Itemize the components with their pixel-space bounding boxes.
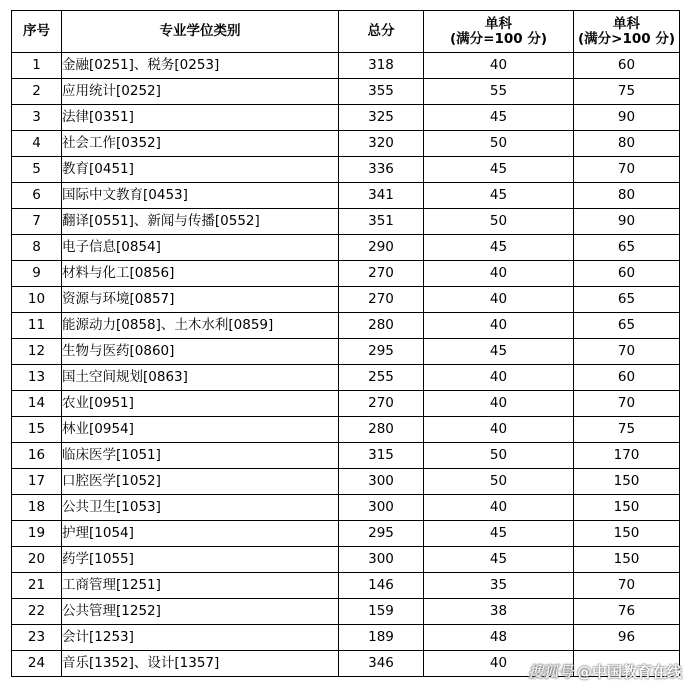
table-row bbox=[12, 209, 680, 235]
row-category-cell: 能源动力[0858]、土木水利[0859] bbox=[62, 313, 339, 339]
row-index-cell: 13 bbox=[12, 365, 62, 391]
row-category-cell: 教育[0451] bbox=[62, 157, 339, 183]
row-total-score-cell: 159 bbox=[339, 599, 424, 625]
row-single-100-cell: 45 bbox=[424, 105, 574, 131]
row-index-cell: 3 bbox=[12, 105, 62, 131]
row-total-score-cell: 270 bbox=[339, 391, 424, 417]
row-single-100-cell: 40 bbox=[424, 365, 574, 391]
row-single-100plus-cell: 60 bbox=[574, 261, 680, 287]
header-single-100plus bbox=[574, 11, 680, 53]
table-row bbox=[12, 157, 680, 183]
row-category-cell: 药学[1055] bbox=[62, 547, 339, 573]
row-single-100-cell: 45 bbox=[424, 339, 574, 365]
row-single-100plus-cell: 76 bbox=[574, 599, 680, 625]
row-single-100plus-cell: 65 bbox=[574, 235, 680, 261]
row-category-cell: 应用统计[0252] bbox=[62, 79, 339, 105]
row-category-cell: 社会工作[0352] bbox=[62, 131, 339, 157]
row-total-score-cell: 318 bbox=[339, 53, 424, 79]
row-category-cell: 法律[0351] bbox=[62, 105, 339, 131]
row-category-cell: 林业[0954] bbox=[62, 417, 339, 443]
table-row bbox=[12, 261, 680, 287]
row-single-100plus-cell: 70 bbox=[574, 573, 680, 599]
row-category-cell: 电子信息[0854] bbox=[62, 235, 339, 261]
table-row bbox=[12, 339, 680, 365]
row-single-100plus-cell: 65 bbox=[574, 287, 680, 313]
row-category-cell: 口腔医学[1052] bbox=[62, 469, 339, 495]
row-total-score-cell: 290 bbox=[339, 235, 424, 261]
row-total-score-cell: 146 bbox=[339, 573, 424, 599]
table-row bbox=[12, 417, 680, 443]
row-total-score-cell: 280 bbox=[339, 417, 424, 443]
row-single-100plus-cell: 60 bbox=[574, 365, 680, 391]
row-index-cell: 8 bbox=[12, 235, 62, 261]
row-total-score-cell: 341 bbox=[339, 183, 424, 209]
watermark-text: @中国教育在线 bbox=[576, 663, 682, 681]
row-total-score-cell: 351 bbox=[339, 209, 424, 235]
row-single-100-cell: 45 bbox=[424, 547, 574, 573]
row-single-100-cell: 45 bbox=[424, 183, 574, 209]
table-row bbox=[12, 53, 680, 79]
row-single-100-cell: 38 bbox=[424, 599, 574, 625]
row-single-100-cell: 40 bbox=[424, 391, 574, 417]
row-total-score-cell: 295 bbox=[339, 339, 424, 365]
row-total-score-cell: 255 bbox=[339, 365, 424, 391]
row-single-100-cell: 50 bbox=[424, 131, 574, 157]
table-row bbox=[12, 599, 680, 625]
row-single-100-cell: 40 bbox=[424, 651, 574, 677]
watermark bbox=[528, 661, 682, 682]
row-index-cell: 1 bbox=[12, 53, 62, 79]
score-table bbox=[11, 10, 680, 677]
row-single-100plus-cell: 65 bbox=[574, 313, 680, 339]
table-row bbox=[12, 365, 680, 391]
table-row bbox=[12, 469, 680, 495]
row-single-100plus-cell: 90 bbox=[574, 105, 680, 131]
row-total-score-cell: 295 bbox=[339, 521, 424, 547]
row-index-cell: 11 bbox=[12, 313, 62, 339]
row-index-cell: 21 bbox=[12, 573, 62, 599]
table-row bbox=[12, 235, 680, 261]
row-index-cell: 22 bbox=[12, 599, 62, 625]
row-single-100plus-cell: 90 bbox=[574, 209, 680, 235]
row-index-cell: 2 bbox=[12, 79, 62, 105]
row-single-100-cell: 40 bbox=[424, 261, 574, 287]
row-total-score-cell: 300 bbox=[339, 469, 424, 495]
row-single-100plus-cell: 150 bbox=[574, 495, 680, 521]
row-category-cell: 工商管理[1251] bbox=[62, 573, 339, 599]
row-index-cell: 7 bbox=[12, 209, 62, 235]
row-index-cell: 14 bbox=[12, 391, 62, 417]
row-index-cell: 9 bbox=[12, 261, 62, 287]
row-single-100plus-cell: 96 bbox=[574, 625, 680, 651]
row-single-100plus-cell: 150 bbox=[574, 521, 680, 547]
row-single-100-cell: 50 bbox=[424, 443, 574, 469]
row-single-100-cell: 45 bbox=[424, 235, 574, 261]
row-total-score-cell: 320 bbox=[339, 131, 424, 157]
table-row bbox=[12, 495, 680, 521]
row-single-100plus-cell: 150 bbox=[574, 469, 680, 495]
row-index-cell: 5 bbox=[12, 157, 62, 183]
header-single-100-line1: 单科 bbox=[485, 15, 512, 32]
row-index-cell: 20 bbox=[12, 547, 62, 573]
table-row bbox=[12, 313, 680, 339]
table-row bbox=[12, 521, 680, 547]
row-single-100-cell: 48 bbox=[424, 625, 574, 651]
row-total-score-cell: 315 bbox=[339, 443, 424, 469]
row-single-100plus-cell: 150 bbox=[574, 547, 680, 573]
row-category-cell: 护理[1054] bbox=[62, 521, 339, 547]
row-category-cell: 国土空间规划[0863] bbox=[62, 365, 339, 391]
row-index-cell: 19 bbox=[12, 521, 62, 547]
row-single-100-cell: 50 bbox=[424, 469, 574, 495]
row-single-100plus-cell: 170 bbox=[574, 443, 680, 469]
row-single-100plus-cell: 80 bbox=[574, 131, 680, 157]
row-single-100plus-cell: 75 bbox=[574, 79, 680, 105]
row-single-100-cell: 40 bbox=[424, 53, 574, 79]
row-single-100plus-cell: 70 bbox=[574, 157, 680, 183]
row-single-100plus-cell: 60 bbox=[574, 53, 680, 79]
table-row bbox=[12, 287, 680, 313]
row-single-100-cell: 40 bbox=[424, 313, 574, 339]
row-category-cell: 会计[1253] bbox=[62, 625, 339, 651]
table-row bbox=[12, 573, 680, 599]
row-single-100-cell: 40 bbox=[424, 287, 574, 313]
row-total-score-cell: 336 bbox=[339, 157, 424, 183]
row-index-cell: 17 bbox=[12, 469, 62, 495]
table-row bbox=[12, 547, 680, 573]
row-single-100plus-cell: 80 bbox=[574, 183, 680, 209]
table-row bbox=[12, 625, 680, 651]
row-index-cell: 6 bbox=[12, 183, 62, 209]
row-index-cell: 4 bbox=[12, 131, 62, 157]
row-index-cell: 12 bbox=[12, 339, 62, 365]
table-row bbox=[12, 443, 680, 469]
row-category-cell: 翻译[0551]、新闻与传播[0552] bbox=[62, 209, 339, 235]
row-single-100plus-cell: 75 bbox=[574, 417, 680, 443]
row-category-cell: 农业[0951] bbox=[62, 391, 339, 417]
header-total: 总分 bbox=[339, 11, 424, 53]
table-body bbox=[12, 53, 680, 677]
row-total-score-cell: 300 bbox=[339, 495, 424, 521]
row-index-cell: 24 bbox=[12, 651, 62, 677]
row-single-100-cell: 50 bbox=[424, 209, 574, 235]
table-row bbox=[12, 183, 680, 209]
table-row bbox=[12, 105, 680, 131]
header-single-100plus-line1: 单科 bbox=[613, 15, 640, 32]
row-index-cell: 16 bbox=[12, 443, 62, 469]
row-category-cell: 临床医学[1051] bbox=[62, 443, 339, 469]
table-header-row bbox=[12, 11, 680, 53]
row-category-cell: 资源与环境[0857] bbox=[62, 287, 339, 313]
header-single-100-line2: (满分=100 分) bbox=[449, 30, 548, 47]
row-total-score-cell: 346 bbox=[339, 651, 424, 677]
row-index-cell: 15 bbox=[12, 417, 62, 443]
row-index-cell: 23 bbox=[12, 625, 62, 651]
row-total-score-cell: 300 bbox=[339, 547, 424, 573]
row-category-cell: 公共卫生[1053] bbox=[62, 495, 339, 521]
row-total-score-cell: 270 bbox=[339, 287, 424, 313]
row-single-100plus-cell: 70 bbox=[574, 339, 680, 365]
row-total-score-cell: 270 bbox=[339, 261, 424, 287]
table-row bbox=[12, 391, 680, 417]
row-total-score-cell: 280 bbox=[339, 313, 424, 339]
row-total-score-cell: 355 bbox=[339, 79, 424, 105]
row-single-100plus-cell: 70 bbox=[574, 391, 680, 417]
row-category-cell: 音乐[1352]、设计[1357] bbox=[62, 651, 339, 677]
row-single-100-cell: 40 bbox=[424, 495, 574, 521]
row-category-cell: 公共管理[1252] bbox=[62, 599, 339, 625]
watermark-brand: 搜狐号 bbox=[527, 663, 573, 681]
row-single-100-cell: 45 bbox=[424, 521, 574, 547]
table-row bbox=[12, 131, 680, 157]
header-single-100 bbox=[424, 11, 574, 53]
row-single-100-cell: 45 bbox=[424, 157, 574, 183]
row-total-score-cell: 325 bbox=[339, 105, 424, 131]
row-total-score-cell: 189 bbox=[339, 625, 424, 651]
row-category-cell: 生物与医药[0860] bbox=[62, 339, 339, 365]
row-single-100-cell: 55 bbox=[424, 79, 574, 105]
row-single-100-cell: 40 bbox=[424, 417, 574, 443]
header-single-100plus-line2: (满分>100 分) bbox=[577, 30, 676, 47]
header-idx: 序号 bbox=[12, 11, 62, 53]
header-category: 专业学位类别 bbox=[62, 11, 339, 53]
row-category-cell: 材料与化工[0856] bbox=[62, 261, 339, 287]
row-index-cell: 18 bbox=[12, 495, 62, 521]
table-row bbox=[12, 79, 680, 105]
row-single-100-cell: 35 bbox=[424, 573, 574, 599]
row-index-cell: 10 bbox=[12, 287, 62, 313]
row-category-cell: 国际中文教育[0453] bbox=[62, 183, 339, 209]
row-category-cell: 金融[0251]、税务[0253] bbox=[62, 53, 339, 79]
